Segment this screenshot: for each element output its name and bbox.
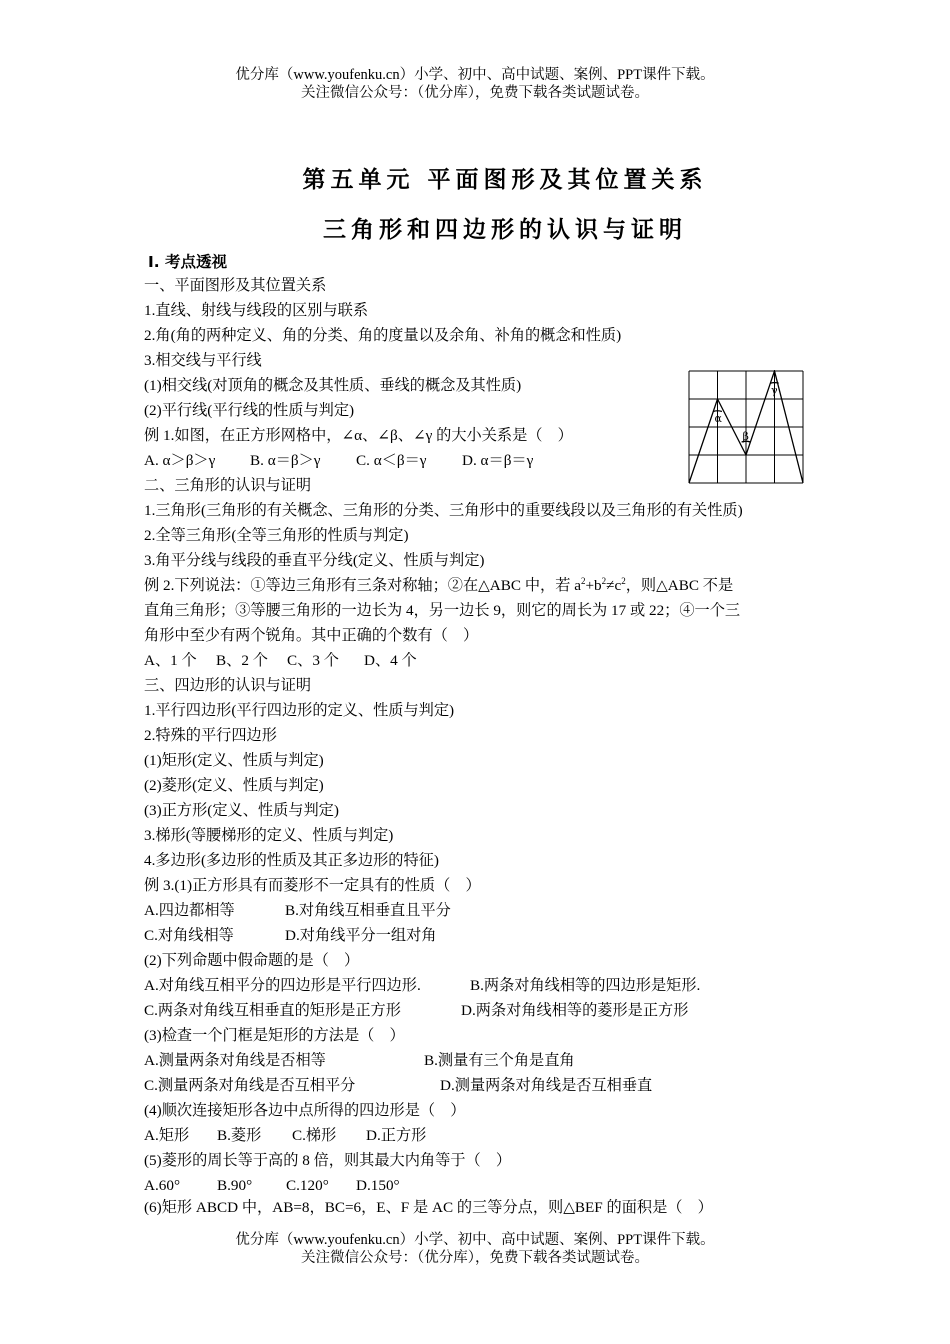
option-c: C.梯形 [292, 1127, 337, 1144]
lesson-title: 三角形和四边形的认识与证明 [323, 217, 687, 243]
gamma-label: γ [771, 384, 778, 397]
part3-line-4: (2)菱形(定义、性质与判定) [144, 777, 324, 794]
footer-line-1: 优分库（www.youfenku.cn）小学、初中、高中试题、案例、PPT课件下载。 [235, 1232, 715, 1248]
part1-line-4: (1)相交线(对顶角的概念及其性质、垂线的概念及其性质) [144, 377, 522, 394]
option-d: D.两条对角线相等的菱形是正方形 [461, 1002, 689, 1019]
option-d: D. α＝β＝γ [462, 452, 534, 469]
section-heading: Ⅰ. 考点透视 [148, 253, 228, 271]
example-3-q5: (5)菱形的周长等于高的 8 倍，则其最大内角等于（ ） [144, 1152, 512, 1169]
part3-line-6: 3.梯形(等腰梯形的定义、性质与判定) [144, 827, 394, 844]
header-line-2: 关注微信公众号：（优分库），免费下载各类试题试卷。 [301, 85, 649, 101]
option-d: D、4 个 [364, 652, 417, 669]
ex2-text-b: +b [585, 577, 602, 594]
option-b: B. α＝β＞γ [250, 452, 321, 469]
grid-angle-figure [688, 370, 806, 486]
part1-line-3: 3.相交线与平行线 [144, 352, 262, 369]
ex2-sup-3: 2 [621, 576, 626, 586]
ex2-text-d: ，则△ABC 不是 [625, 577, 734, 594]
example-2-line-1 [144, 577, 733, 595]
ex2-text-a: 例 2.下列说法：①等边三角形有三条对称轴；②在△ABC 中，若 a [144, 577, 581, 594]
option-b: B.菱形 [217, 1127, 262, 1144]
unit-title: 第五单元 平面图形及其位置关系 [302, 167, 708, 193]
part1-heading: 一、平面图形及其位置关系 [144, 277, 327, 294]
alpha-label: α [714, 412, 722, 425]
option-d: D.正方形 [366, 1127, 427, 1144]
beta-label: β [742, 430, 749, 443]
part3-line-7: 4.多边形(多边形的性质及其正多边形的特征) [144, 852, 439, 869]
option-d: D.150° [356, 1177, 400, 1194]
example-1-question: 例 1.如图，在正方形网格中，∠α、∠β、∠γ 的大小关系是（ ） [144, 427, 573, 444]
option-b: B.对角线互相垂直且平分 [285, 902, 451, 919]
header-line-1: 优分库（www.youfenku.cn）小学、初中、高中试题、案例、PPT课件下载。 [235, 67, 715, 83]
part3-heading: 三、四边形的认识与证明 [144, 677, 312, 694]
example-3-q2: (2)下列命题中假命题的是（ ） [144, 952, 360, 969]
option-d: D.测量两条对角线是否互相垂直 [440, 1077, 653, 1094]
part1-line-2: 2.角(角的两种定义、角的分类、角的度量以及余角、补角的概念和性质) [144, 327, 622, 344]
ex2-text-c: ≠c [606, 577, 622, 594]
example-3-q6: (6)矩形 ABCD 中，AB=8，BC=6，E、F 是 AC 的三等分点，则△BEF 的面积是（ ） [144, 1199, 713, 1216]
option-c: C.对角线相等 [144, 927, 234, 944]
part3-line-5: (3)正方形(定义、性质与判定) [144, 802, 339, 819]
option-b: B.90° [217, 1177, 253, 1194]
part2-line-2: 2.全等三角形(全等三角形的性质与判定) [144, 527, 409, 544]
option-a: A.四边都相等 [144, 902, 235, 919]
option-d: D.对角线平分一组对角 [285, 927, 437, 944]
option-b: B.测量有三个角是直角 [424, 1052, 575, 1069]
option-a: A.60° [144, 1177, 181, 1194]
option-a: A. α＞β＞γ [144, 452, 216, 469]
part3-line-3: (1)矩形(定义、性质与判定) [144, 752, 324, 769]
part2-heading: 二、三角形的认识与证明 [144, 477, 312, 494]
part3-line-1: 1.平行四边形(平行四边形的定义、性质与判定) [144, 702, 455, 719]
ex2-sup-2: 2 [601, 576, 607, 586]
option-c: C.两条对角线互相垂直的矩形是正方形 [144, 1002, 401, 1019]
example-3-q4: (4)顺次连接矩形各边中点所得的四边形是（ ） [144, 1102, 466, 1119]
option-a: A.对角线互相平分的四边形是平行四边形. [144, 977, 421, 994]
example-2-line-3: 角形中至少有两个锐角。其中正确的个数有（ ） [144, 627, 479, 644]
option-a: A.矩形 [144, 1127, 190, 1144]
option-c: C.120° [286, 1177, 329, 1194]
part3-line-2: 2.特殊的平行四边形 [144, 727, 277, 744]
part1-line-5: (2)平行线(平行线的性质与判定) [144, 402, 355, 419]
ex2-sup-1: 2 [580, 576, 586, 586]
footer-line-2: 关注微信公众号：（优分库），免费下载各类试题试卷。 [301, 1250, 649, 1266]
option-b: B.两条对角线相等的四边形是矩形. [470, 977, 701, 994]
example-2-line-2: 直角三角形；③等腰三角形的一边长为 4，另一边长 9，则它的周长为 17 或 22；④一个三 [144, 602, 741, 619]
option-c: C. α＜β＝γ [356, 452, 427, 469]
example-3-q3: (3)检查一个门框是矩形的方法是（ ） [144, 1027, 405, 1044]
part2-line-3: 3.角平分线与线段的垂直平分线(定义、性质与判定) [144, 552, 485, 569]
option-c: C.测量两条对角线是否互相平分 [144, 1077, 356, 1094]
part1-line-1: 1.直线、射线与线段的区别与联系 [144, 302, 369, 319]
option-a: A.测量两条对角线是否相等 [144, 1052, 326, 1069]
part2-line-1: 1.三角形(三角形的有关概念、三角形的分类、三角形中的重要线段以及三角形的有关性质) [144, 502, 743, 519]
example-3-q1: 例 3.(1)正方形具有而菱形不一定具有的性质（ ） [144, 877, 481, 894]
option-a: A、1 个 [144, 652, 197, 669]
option-c: C、3 个 [287, 652, 339, 669]
option-b: B、2 个 [216, 652, 268, 669]
